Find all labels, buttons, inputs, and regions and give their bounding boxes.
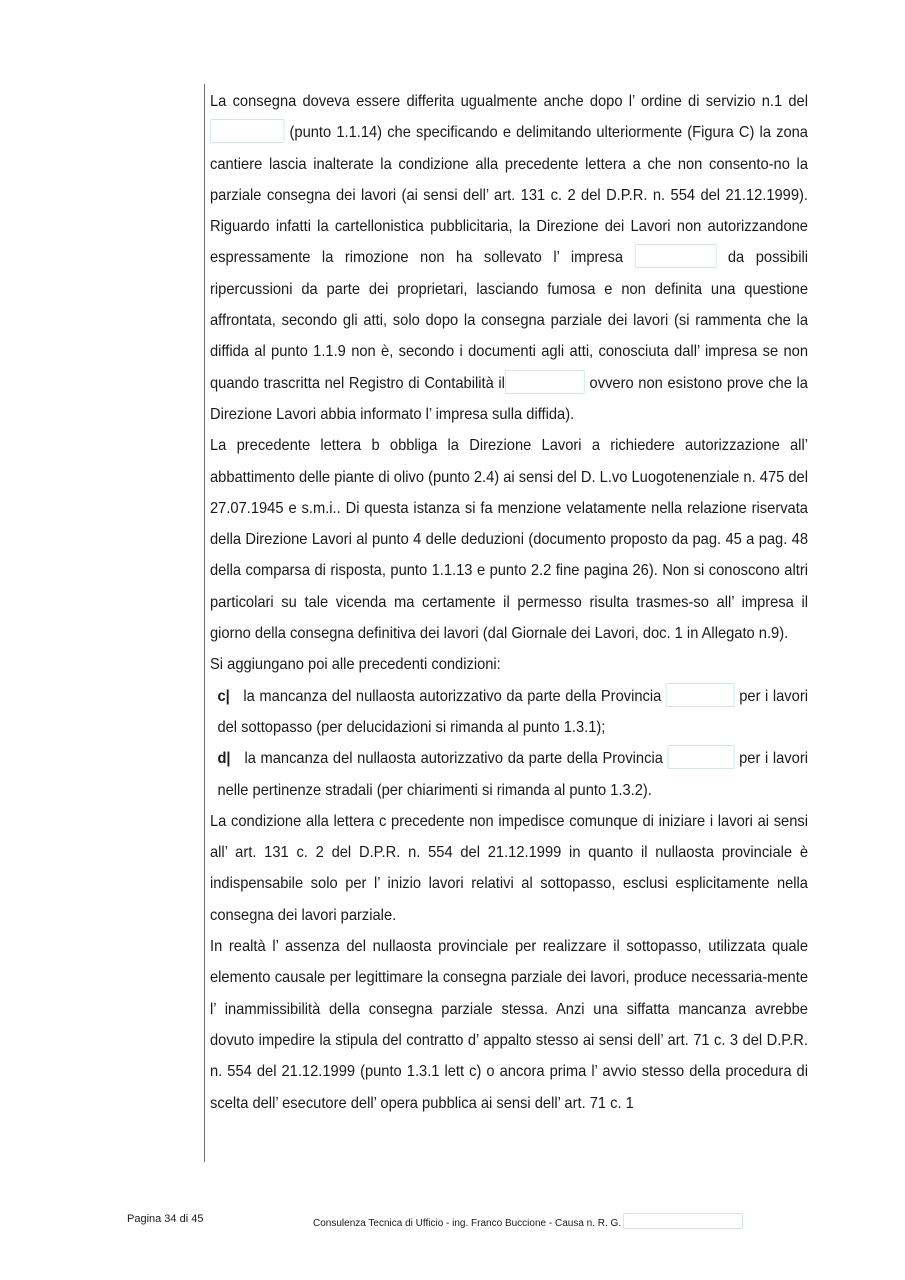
list-item-c (210, 681, 808, 744)
body-text (210, 86, 808, 1119)
list-item-d-text-b: per i lavori nelle pertinenze stradali (per chiarimenti si rimanda al punto 1.3.2). (217, 750, 808, 799)
paragraph-1 (210, 86, 808, 430)
paragraph-1-text-a: La consegna doveva essere differita ugualmente anche dopo l’ ordine di servizio n.1 del (210, 93, 808, 110)
redacted-field (623, 1213, 743, 1229)
paragraph-1-text-c: da possibili ripercussioni da parte dei proprietari, lasciando fumosa e non definita una questione affrontata, secondo gli atti, solo dopo la consegna parziale dei lavori (si rammenta che la diffida al punto 1.1.9 non è, secondo i documenti agli atti, conosciuta dall’ impresa se non quando trascritta nel Registro di Contabilità il (210, 249, 808, 392)
paragraph-4: La condizione alla lettera c precedente non impedisce comunque di iniziare i lavori ai sensi all’ art. 131 c. 2 del D.P.R. n. 554 del 21.12.1999 in quanto il nullaosta provinciale è indispensabile solo per l’ inizio lavori relativi al sottopasso, esclusi esplicitamente nella consegna dei lavori parziale. (210, 812, 808, 924)
redacted-field (210, 119, 284, 143)
redacted-field (635, 244, 717, 268)
paragraph-3: Si aggiungano poi alle precedenti condizioni: (210, 656, 501, 674)
paragraph-1-text-d: ovvero non esistono prove che la Direzione Lavori abbia informato l’ impresa sulla diffida). (210, 374, 808, 423)
list-item-d-label: d| (217, 750, 231, 768)
list-item-c-text-b: per i lavori del sottopasso (per delucidazioni si rimanda al punto 1.3.1); (217, 687, 808, 736)
footer-reference (313, 1213, 743, 1229)
list-item-d-text-a: la mancanza del nullaosta autorizzativo da parte della Provincia (244, 750, 668, 768)
list-item-c-text-a: la mancanza del nullaosta autorizzativo da parte della Provincia (243, 687, 666, 705)
paragraph-5: In realtà l’ assenza del nullaosta provinciale per realizzare il sottopasso, utilizzata quale elemento causale per legittimare la consegna parziale dei lavori, produce necessaria-mente l’ inammissibilità della consegna parziale stessa. Anzi una siffatta mancanza avrebbe dovuto impedire la stipula del contratto d’ appalto stesso ai sensi dell’ art. 71 c. 3 del D.P.R. n. 554 del 21.12.1999 (punto 1.3.1 lett c) o ancora prima l’ avvio stesso della procedura di scelta dell’ esecutore dell’ opera pubblica ai sensi dell’ art. 71 c. 1 (210, 938, 808, 1112)
redacted-field (505, 370, 585, 394)
list-item-d (210, 743, 808, 806)
paragraph-1-text-b: (punto 1.1.14) che specificando e delimitando ulteriormente (Figura C) la zona cantiere lascia inalterate la condizione alla precedente lettera a che non consento-no la parziale consegna dei lavori (ai sensi dell’ art. 131 c. 2 del D.P.R. n. 554 del 21.12.1999). Riguardo infatti la cartellonistica pubblicitaria, la Direzione dei Lavori non autorizzandone espressamente la rimozione non ha sollevato l’ impresa (210, 124, 808, 267)
list-item-c-label: c| (217, 687, 230, 705)
footer-page-number: Pagina 34 di 45 (127, 1213, 204, 1225)
margin-rule (204, 84, 205, 1162)
paragraph-2: La precedente lettera b obbliga la Direzione Lavori a richiedere autorizzazione all’ abbattimento delle piante di olivo (punto 2.4) ai sensi del D. L.vo Luogotenenziale n. 475 del 27.07.1945 e s.m.i.. Di questa istanza si fa menzione velatamente nella relazione riservata della Direzione Lavori al punto 4 delle deduzioni (documento proposto da pag. 45 a pag. 48 della comparsa di risposta, punto 1.1.13 e punto 2.2 fine pagina 26). Non si conoscono altri particolari su tale vicenda ma certamente il permesso risulta trasmes-so all’ impresa il giorno della consegna definitiva dei lavori (dal Giornale dei Lavori, doc. 1 in Allegato n.9). (210, 437, 808, 643)
footer-reference-text: Consulenza Tecnica di Ufficio - ing. Franco Buccione - Causa n. R. G. (313, 1218, 622, 1229)
redacted-field (666, 683, 735, 707)
redacted-field (668, 745, 735, 769)
